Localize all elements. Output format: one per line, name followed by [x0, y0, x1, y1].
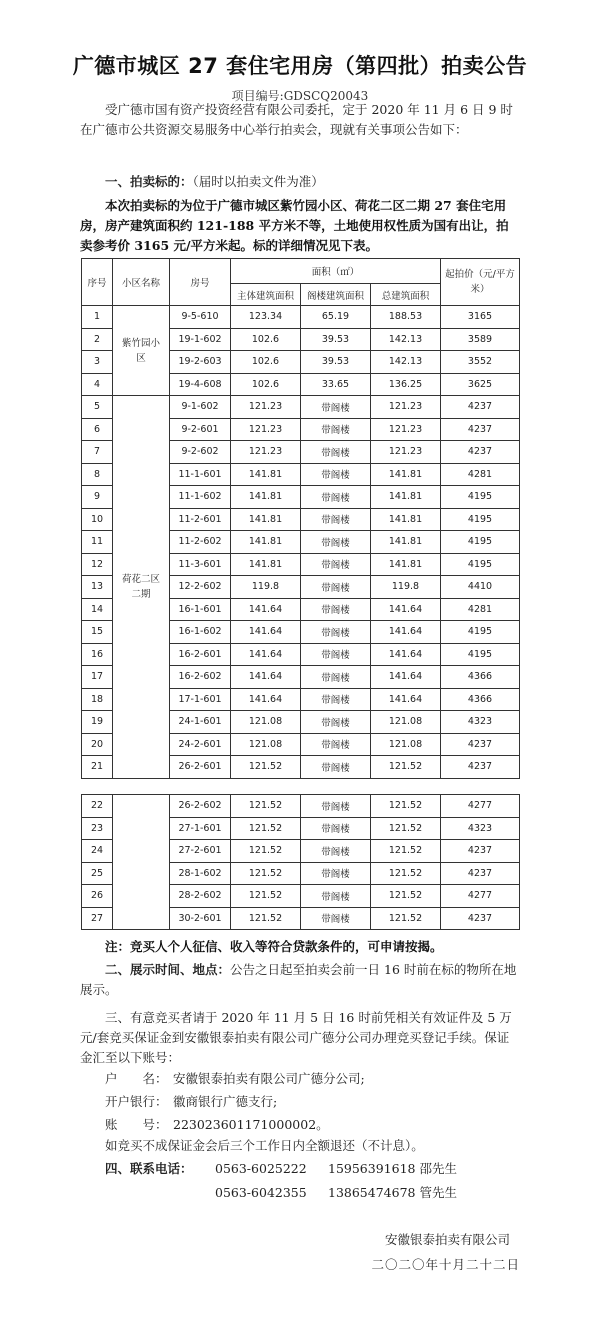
row-number: 5: [82, 396, 113, 419]
loft-area: 带阁楼: [301, 396, 371, 419]
row-number: 16: [82, 643, 113, 666]
document-title: 广德市城区 27 套住宅用房（第四批）拍卖公告: [72, 54, 528, 78]
starting-price: 4195: [441, 621, 520, 644]
room-number: 9-2-601: [170, 418, 231, 441]
community-name: 荷花二区二期: [113, 396, 170, 779]
contact-phone-2: 0563-6042355: [215, 1185, 307, 1200]
header-loft-area: 阁楼建筑面积: [301, 284, 371, 306]
row-number: 25: [82, 862, 113, 885]
room-number: 11-1-601: [170, 463, 231, 486]
account-number: 223023601171000002。: [173, 1117, 329, 1132]
room-number: 11-2-602: [170, 531, 231, 554]
total-area: 141.81: [371, 508, 441, 531]
room-number: 24-1-601: [170, 711, 231, 734]
contact-mobile-1: 15956391618 邵先生: [328, 1161, 457, 1176]
starting-price: 4195: [441, 531, 520, 554]
row-number: 22: [82, 795, 113, 818]
total-area: 141.81: [371, 463, 441, 486]
total-area: 121.08: [371, 733, 441, 756]
loan-note: 注：竞买人个人征信、收入等符合贷款条件的，可申请按揭。: [105, 939, 443, 954]
section1-label: 一、拍卖标的：: [105, 174, 193, 189]
loft-area: 带阁楼: [301, 486, 371, 509]
room-number: 9-2-602: [170, 441, 231, 464]
total-area: 121.52: [371, 862, 441, 885]
starting-price: 3552: [441, 351, 520, 374]
room-number: 12-2-602: [170, 576, 231, 599]
loft-area: 带阁楼: [301, 840, 371, 863]
row-number: 26: [82, 885, 113, 908]
account-number-row: [80, 1114, 329, 1136]
starting-price: 4195: [441, 553, 520, 576]
account-bank: 徽商银行广德支行;: [173, 1094, 278, 1109]
room-number: 27-2-601: [170, 840, 231, 863]
room-number: 24-2-601: [170, 733, 231, 756]
row-number: 19: [82, 711, 113, 734]
room-number: 17-1-601: [170, 688, 231, 711]
row-number: 24: [82, 840, 113, 863]
starting-price: 4237: [441, 840, 520, 863]
room-number: 16-1-601: [170, 598, 231, 621]
main-area: 102.6: [231, 351, 301, 374]
main-area: 121.52: [231, 840, 301, 863]
loft-area: 带阁楼: [301, 621, 371, 644]
main-area: 141.81: [231, 531, 301, 554]
account-name: 安徽银泰拍卖有限公司广德分公司;: [173, 1071, 365, 1086]
main-area: 102.6: [231, 328, 301, 351]
room-number: 19-2-603: [170, 351, 231, 374]
room-number: 27-1-601: [170, 817, 231, 840]
room-number: 11-3-601: [170, 553, 231, 576]
total-area: 141.64: [371, 643, 441, 666]
total-area: 121.52: [371, 817, 441, 840]
header-price: 起拍价（元/平方米）: [441, 259, 520, 306]
loft-area: 带阁楼: [301, 733, 371, 756]
total-area: 141.64: [371, 621, 441, 644]
starting-price: 4237: [441, 862, 520, 885]
header-no: 序号: [82, 259, 113, 306]
main-area: 121.52: [231, 907, 301, 930]
row-number: 14: [82, 598, 113, 621]
loft-area: 带阁楼: [301, 576, 371, 599]
main-area: 121.23: [231, 418, 301, 441]
main-area: 141.64: [231, 688, 301, 711]
total-area: 141.64: [371, 598, 441, 621]
starting-price: 4410: [441, 576, 520, 599]
loft-area: 带阁楼: [301, 463, 371, 486]
main-area: 141.64: [231, 643, 301, 666]
main-area: 121.08: [231, 711, 301, 734]
starting-price: 4237: [441, 396, 520, 419]
loft-area: 带阁楼: [301, 862, 371, 885]
header-area-group: 面积（㎡）: [231, 259, 441, 284]
room-number: 28-2-602: [170, 885, 231, 908]
row-number: 13: [82, 576, 113, 599]
loft-area: 带阁楼: [301, 531, 371, 554]
row-number: 4: [82, 373, 113, 396]
loft-area: 带阁楼: [301, 756, 371, 779]
row-number: 27: [82, 907, 113, 930]
main-area: 141.64: [231, 598, 301, 621]
contact-label: 四、联系电话：: [105, 1161, 193, 1176]
main-area: 141.81: [231, 486, 301, 509]
total-area: 121.08: [371, 711, 441, 734]
main-area: 121.52: [231, 885, 301, 908]
notice-date: 二〇二〇年十月二十二日: [371, 1257, 520, 1272]
main-area: 141.81: [231, 508, 301, 531]
starting-price: 4323: [441, 711, 520, 734]
loft-area: 带阁楼: [301, 885, 371, 908]
main-area: 141.81: [231, 553, 301, 576]
main-area: 121.08: [231, 733, 301, 756]
loft-area: 带阁楼: [301, 598, 371, 621]
property-table-continued-body: [82, 795, 520, 930]
total-area: 136.25: [371, 373, 441, 396]
section1-heading: [80, 172, 520, 192]
table-row: [82, 306, 520, 329]
starting-price: 4237: [441, 733, 520, 756]
table-row: [82, 396, 520, 419]
row-number: 2: [82, 328, 113, 351]
starting-price: 4195: [441, 508, 520, 531]
starting-price: 4366: [441, 666, 520, 689]
total-area: 141.64: [371, 688, 441, 711]
starting-price: 4281: [441, 463, 520, 486]
main-area: 121.23: [231, 441, 301, 464]
total-area: 121.23: [371, 441, 441, 464]
row-number: 11: [82, 531, 113, 554]
total-area: 121.52: [371, 885, 441, 908]
row-number: 1: [82, 306, 113, 329]
room-number: 9-5-610: [170, 306, 231, 329]
loft-area: 带阁楼: [301, 711, 371, 734]
property-table-body: [82, 306, 520, 779]
row-number: 7: [82, 441, 113, 464]
section2-body: 公告之日起至拍卖会前一日 16 时前在标的物所在地展示。: [80, 962, 517, 997]
total-area: 121.23: [371, 396, 441, 419]
loft-area: 带阁楼: [301, 643, 371, 666]
total-area: 141.81: [371, 553, 441, 576]
starting-price: 4195: [441, 486, 520, 509]
loft-area: 带阁楼: [301, 666, 371, 689]
row-number: 17: [82, 666, 113, 689]
room-number: 19-4-608: [170, 373, 231, 396]
loft-area: 39.53: [301, 328, 371, 351]
account-name-label: 户 名：: [105, 1071, 168, 1086]
project-number: 项目编号:GDSCQ20043: [231, 89, 369, 103]
main-area: 123.34: [231, 306, 301, 329]
community-name-empty: [113, 795, 170, 930]
room-number: 26-2-601: [170, 756, 231, 779]
room-number: 28-1-602: [170, 862, 231, 885]
main-area: 141.64: [231, 621, 301, 644]
main-area: 121.52: [231, 817, 301, 840]
total-area: 142.13: [371, 328, 441, 351]
starting-price: 3165: [441, 306, 520, 329]
property-table: [81, 258, 520, 779]
room-number: 9-1-602: [170, 396, 231, 419]
total-area: 119.8: [371, 576, 441, 599]
main-area: 121.52: [231, 756, 301, 779]
loft-area: 33.65: [301, 373, 371, 396]
main-area: 119.8: [231, 576, 301, 599]
starting-price: 3589: [441, 328, 520, 351]
row-number: 3: [82, 351, 113, 374]
header-community: 小区名称: [113, 259, 170, 306]
header-room: 房号: [170, 259, 231, 306]
row-number: 10: [82, 508, 113, 531]
total-area: 121.52: [371, 840, 441, 863]
section2-paragraph: [80, 960, 520, 1000]
main-area: 121.23: [231, 396, 301, 419]
total-area: 188.53: [371, 306, 441, 329]
section3-paragraph: 三、有意竞买者请于 2020 年 11 月 5 日 16 时前凭相关有效证件及 5 万元/套竞买保证金到安徽银泰拍卖有限公司广德分公司办理竞买登记手续。保证金汇至以下账号：: [80, 1010, 512, 1065]
starting-price: 4237: [441, 756, 520, 779]
starting-price: 4277: [441, 795, 520, 818]
loft-area: 带阁楼: [301, 817, 371, 840]
property-table-continued: [81, 794, 520, 930]
total-area: 142.13: [371, 351, 441, 374]
row-number: 21: [82, 756, 113, 779]
starting-price: 4195: [441, 643, 520, 666]
loft-area: 带阁楼: [301, 795, 371, 818]
loft-area: 带阁楼: [301, 508, 371, 531]
section1-note: （届时以拍卖文件为准）: [192, 174, 324, 189]
room-number: 19-1-602: [170, 328, 231, 351]
room-number: 11-2-601: [170, 508, 231, 531]
loft-area: 带阁楼: [301, 688, 371, 711]
starting-price: 4237: [441, 907, 520, 930]
loft-area: 39.53: [301, 351, 371, 374]
row-number: 9: [82, 486, 113, 509]
total-area: 121.52: [371, 795, 441, 818]
row-number: 18: [82, 688, 113, 711]
room-number: 16-2-601: [170, 643, 231, 666]
row-number: 20: [82, 733, 113, 756]
main-area: 121.52: [231, 795, 301, 818]
main-area: 141.81: [231, 463, 301, 486]
starting-price: 4323: [441, 817, 520, 840]
total-area: 121.52: [371, 756, 441, 779]
total-area: 141.64: [371, 666, 441, 689]
contact-phone-1: 0563-6025222: [215, 1161, 307, 1176]
account-name-row: [80, 1068, 365, 1090]
community-name: 紫竹园小区: [113, 306, 170, 396]
main-area: 102.6: [231, 373, 301, 396]
loft-area: 带阁楼: [301, 418, 371, 441]
room-number: 16-2-602: [170, 666, 231, 689]
loft-area: 65.19: [301, 306, 371, 329]
room-number: 11-1-602: [170, 486, 231, 509]
account-number-label: 账 号：: [105, 1117, 168, 1132]
row-number: 23: [82, 817, 113, 840]
intro-paragraph: 受广德市国有资产投资经营有限公司委托，定于 2020 年 11 月 6 日 9 时在广德市公共资源交易服务中心举行拍卖会，现就有关事项公告如下：: [80, 102, 513, 137]
row-number: 12: [82, 553, 113, 576]
starting-price: 4281: [441, 598, 520, 621]
row-number: 8: [82, 463, 113, 486]
row-number: 15: [82, 621, 113, 644]
loft-area: 带阁楼: [301, 441, 371, 464]
room-number: 30-2-601: [170, 907, 231, 930]
company-signature: 安徽银泰拍卖有限公司: [384, 1232, 510, 1247]
section2-label: 二、展示时间、地点：: [105, 962, 231, 977]
total-area: 141.81: [371, 486, 441, 509]
table-row: [82, 795, 520, 818]
contact-mobile-2: 13865474678 管先生: [328, 1185, 457, 1200]
refund-note: 如竞买不成保证金会后三个工作日内全额退还（不计息）。: [105, 1138, 424, 1153]
room-number: 16-1-602: [170, 621, 231, 644]
room-number: 26-2-602: [170, 795, 231, 818]
section1-body: 本次拍卖标的为位于广德市城区紫竹园小区、荷花二区二期 27 套住宅用房，房产建筑面积约 121-188 平方米不等，土地使用权性质为国有出让，拍卖参考价 3165 元/平方米起。标的详细情况见下表。: [80, 198, 509, 253]
total-area: 141.81: [371, 531, 441, 554]
row-number: 6: [82, 418, 113, 441]
account-bank-label: 开户银行：: [105, 1094, 168, 1109]
starting-price: 4237: [441, 418, 520, 441]
total-area: 121.52: [371, 907, 441, 930]
header-total-area: 总建筑面积: [371, 284, 441, 306]
header-main-area: 主体建筑面积: [231, 284, 301, 306]
starting-price: 3625: [441, 373, 520, 396]
main-area: 121.52: [231, 862, 301, 885]
account-bank-row: [80, 1091, 277, 1113]
total-area: 121.23: [371, 418, 441, 441]
starting-price: 4277: [441, 885, 520, 908]
loft-area: 带阁楼: [301, 553, 371, 576]
main-area: 141.64: [231, 666, 301, 689]
starting-price: 4366: [441, 688, 520, 711]
starting-price: 4237: [441, 441, 520, 464]
loft-area: 带阁楼: [301, 907, 371, 930]
